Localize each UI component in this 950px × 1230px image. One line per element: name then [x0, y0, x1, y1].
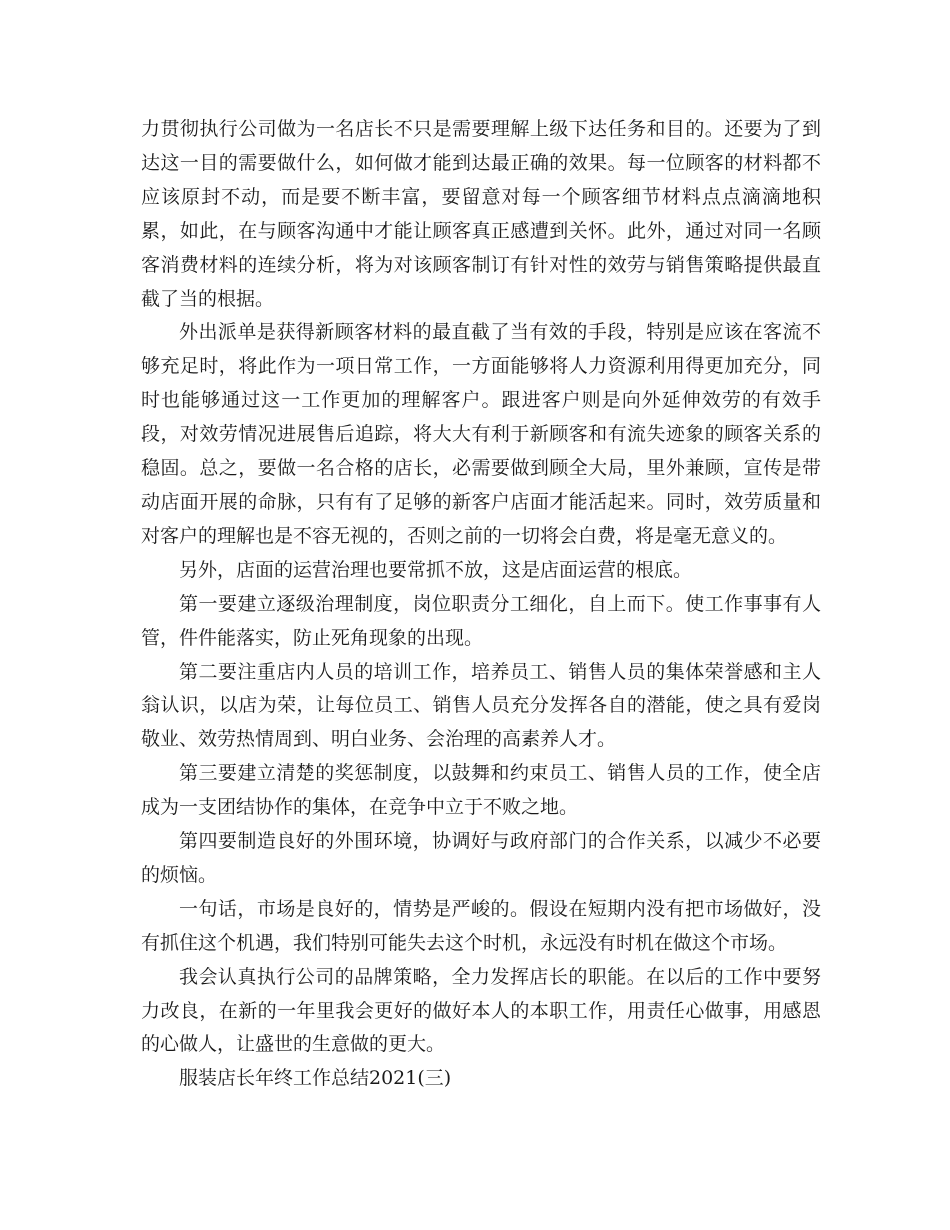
paragraph-market-summary: 一句话，市场是良好的，情势是严峻的。假设在短期内没有把市场做好，没有抓住这个机遇，我们特别可能失去这个时机，永远没有时机在做这个市场。 — [141, 897, 821, 954]
paragraph-point-three: 第三要建立清楚的奖惩制度，以鼓舞和约束员工、销售人员的工作，使全店成为一支团结协作的集体，在竞争中立于不败之地。 — [141, 762, 821, 819]
paragraph-point-one: 第一要建立逐级治理制度，岗位职责分工细化，自上而下。使工作事事有人管，件件能落实，防止死角现象的出现。 — [141, 592, 821, 649]
paragraph-point-four: 第四要制造良好的外围环境，协调好与政府部门的合作关系，以减少不必要的烦恼。 — [141, 830, 821, 886]
paragraph-closing-commitment: 我会认真执行公司的品牌策略，全力发挥店长的职能。在以后的工作中要努力改良，在新的一年里我会更好的做好本人的本职工作，用责任心做事，用感恩的心做人，让盛世的生意做的更大。 — [141, 965, 821, 1056]
paragraph-flyer-distribution: 外出派单是获得新顾客材料的最直截了当有效的手段，特别是应该在客流不够充足时，将此作为一项日常工作，一方面能够将人力资源利用得更加充分，同时也能够通过这一工作更加的理解客户。跟进客户则是向外延伸效劳的有效手段，对效劳情况进展售后追踪，将大大有利于新顾客和有流失迹象的顾客关系的稳固。总之，要做一名合格的店长，必需要做到顾全大局，里外兼顾，宣传是带动店面开展的命脉，只有有了足够的新客户店面才能活起来。同时，效劳质量和对客户的理解也是不容无视的，否则之前的一切将会白费，将是毫无意义的。 — [141, 321, 821, 547]
document-body — [141, 113, 821, 1096]
paragraph-point-two: 第二要注重店内人员的培训工作，培养员工、销售人员的集体荣誉感和主人翁认识，以店为荣，让每位员工、销售人员充分发挥各自的潜能，使之具有爱岗敬业、效劳热情周到、明白业务、会治理的高素养人才。 — [141, 660, 821, 751]
paragraph-operations-management: 另外，店面的运营治理也要常抓不放，这是店面运营的根底。 — [179, 558, 693, 581]
section-heading: 服装店长年终工作总结2021(三) — [179, 1067, 452, 1090]
paragraph-continuation: 力贯彻执行公司做为一名店长不只是需要理解上级下达任务和目的。还要为了到达这一目的需要做什么，如何做才能到达最正确的效果。每一位顾客的材料都不应该原封不动，而是要不断丰富，要留意对每一个顾客细节材料点点滴滴地积累，如此，在与顾客沟通中才能让顾客真正感遭到关怀。此外，通过对同一名顾客消费材料的连续分析，将为对该顾客制订有针对性的效劳与销售策略提供最直截了当的根据。 — [141, 118, 821, 310]
